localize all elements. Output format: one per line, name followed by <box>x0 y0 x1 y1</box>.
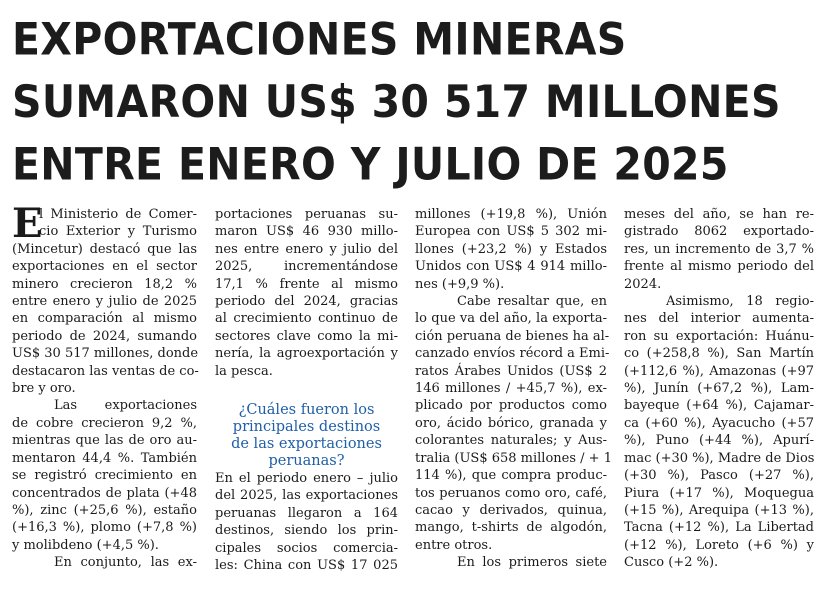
text-line: Europea con US$ 5 302 mi- <box>415 224 607 240</box>
text-line: canzado envíos récord a Emi- <box>415 346 610 362</box>
subhead-line: de las exportaciones <box>231 436 382 453</box>
text-line: bre y oro. <box>12 381 76 397</box>
text-line: (+12 %), Loreto (+6 %) y <box>624 537 814 553</box>
text-line: del 2025, las exportaciones <box>215 488 398 504</box>
text-line: 2025, incrementándose <box>215 259 398 275</box>
text-line: Cabe resaltar que, en <box>457 294 607 310</box>
subhead-line: ¿Cuáles fueron los <box>238 402 375 419</box>
text-line: destacaron las ventas de co- <box>12 363 199 379</box>
column-2 <box>215 206 398 575</box>
text-line: se registró crecimiento en <box>12 468 197 484</box>
text-line: Asimismo, 18 regio- <box>666 294 814 310</box>
text-line: 2024. <box>624 276 662 292</box>
headline-line-1: EXPORTACIONES MINERAS <box>12 13 627 66</box>
subhead-line: principales destinos <box>232 419 381 436</box>
text-line: 114 %), que compra produc- <box>415 468 607 484</box>
subhead-line: peruanas? <box>268 453 345 470</box>
text-line: peruanas llegaron a 164 <box>215 505 398 521</box>
text-line: mac (+30 %), Madre de Dios <box>624 450 815 466</box>
column-3 <box>415 206 612 572</box>
text-line: colorantes naturales; y Aus- <box>415 433 607 449</box>
text-line: Las exportaciones <box>54 398 197 414</box>
text-line: plicado por productos como <box>415 398 607 414</box>
text-line: res, un incremento de 3,7 % <box>624 241 814 257</box>
text-line: (Mincetur) destacó que las <box>12 241 197 257</box>
headline-line-3: ENTRE ENERO Y JULIO DE 2025 <box>12 138 729 191</box>
text-line: exportaciones en el sector <box>12 259 197 275</box>
text-line: En los primeros siete <box>457 555 607 571</box>
text-line: lo que va del año, la exporta- <box>415 311 607 327</box>
headline <box>12 8 817 196</box>
text-line: ron su exportación: Huánu- <box>624 328 814 344</box>
text-line: ratos Árabes Unidos (US$ 2 <box>415 363 607 379</box>
text-line: entre otros. <box>415 537 493 553</box>
text-line: ca (+60 %), Ayacucho (+57 <box>624 415 814 431</box>
text-line: nes del interior aumenta- <box>624 311 814 327</box>
text-line: frente al mismo periodo del <box>624 259 814 275</box>
text-line: nes entre enero y julio del <box>215 241 398 257</box>
text-line: mientras que las de oro au- <box>12 433 197 449</box>
text-line: destinos, siendo los prin- <box>215 523 398 539</box>
text-line: oro, ácido bórico, granada y <box>415 415 607 431</box>
text-line: de cobre crecieron 9,2 %, <box>12 415 197 431</box>
column-4 <box>624 206 814 572</box>
text-line: 146 millones / +45,7 %), ex- <box>415 381 607 397</box>
text-line: periodo de 2024, sumando <box>12 328 197 344</box>
text-line: (+16,3 %), plomo (+7,8 %) <box>12 520 197 536</box>
text-line: la pesca. <box>215 363 273 379</box>
text-line: (+112,6 %), Amazonas (+97 <box>624 363 814 379</box>
text-line: Unidos con US$ 4 914 millo- <box>415 259 607 275</box>
text-line: maron US$ 46 930 millo- <box>215 224 398 240</box>
text-line: ción peruana de bienes ha al- <box>415 328 610 344</box>
text-line: millones (+19,8 %), Unión <box>415 207 607 222</box>
text-line: co (+258,8 %), San Martín <box>624 346 814 362</box>
text-line: %), Puno (+44 %), Apurí- <box>624 433 814 449</box>
column-1 <box>12 200 199 572</box>
text-line: concentrados de plata (+48 <box>12 485 197 501</box>
text-line: Cusco (+2 %). <box>624 555 719 571</box>
text-line: cipales socios comercia- <box>215 540 398 556</box>
text-line: meses del año, se han re- <box>624 207 814 222</box>
text-line: minero crecieron 18,2 % <box>12 276 197 292</box>
text-line: En el periodo enero – julio <box>215 471 398 487</box>
text-line: en comparación al mismo <box>12 311 197 327</box>
text-line: bayeque (+64 %), Cajamar- <box>624 398 814 414</box>
text-line: (+30 %), Pasco (+27 %), <box>624 468 814 484</box>
text-line: periodo del 2024, gracias <box>215 294 398 310</box>
text-line: tralia (US$ 658 millones / + 1 <box>415 450 612 466</box>
text-line: mango, t-shirts de algodón, <box>415 520 607 536</box>
text-line: sectores clave como la mi- <box>215 328 398 344</box>
text-line: %), Junín (+67,2 %), Lam- <box>624 381 814 397</box>
text-line: tos peruanos como oro, café, <box>415 485 607 501</box>
text-line: al crecimiento continuo de <box>215 311 398 327</box>
text-line: %), zinc (+25,6 %), estaño <box>12 502 197 518</box>
text-line: portaciones peruanas su- <box>215 207 398 222</box>
text-line: 17,1 % frente al mismo <box>215 276 398 292</box>
text-line: En conjunto, las ex- <box>54 555 197 571</box>
drop-cap: E <box>12 200 43 247</box>
text-line: cacao y derivados, quinua, <box>415 502 607 518</box>
text-line: gistrado 8062 exportado- <box>624 224 814 240</box>
text-line: cio Exterior y Turismo <box>39 224 197 240</box>
text-line: entre enero y julio de 2025 <box>12 294 197 310</box>
text-line: les: China con US$ 17 025 <box>215 558 398 574</box>
text-line: US$ 30 517 millones, donde <box>12 346 199 362</box>
headline-line-2: SUMARON US$ 30 517 MILLONES <box>12 76 781 128</box>
text-line: nes (+9,9 %). <box>415 276 505 292</box>
text-line: (+15 %), Arequipa (+13 %), <box>624 502 814 518</box>
text-line: Tacna (+12 %), La Libertad <box>624 520 814 536</box>
text-line: mentaron 44,4 %. También <box>12 450 197 466</box>
text-line: nería, la agroexportación y <box>215 346 398 362</box>
text-line: y molibdeno (+4,5 %). <box>12 537 159 553</box>
text-line: llones (+23,2 %) y Estados <box>415 241 607 257</box>
section-subhead <box>215 402 398 470</box>
text-line: l Ministerio de Comer- <box>39 207 197 222</box>
text-line: Piura (+17 %), Moquegua <box>624 485 814 501</box>
